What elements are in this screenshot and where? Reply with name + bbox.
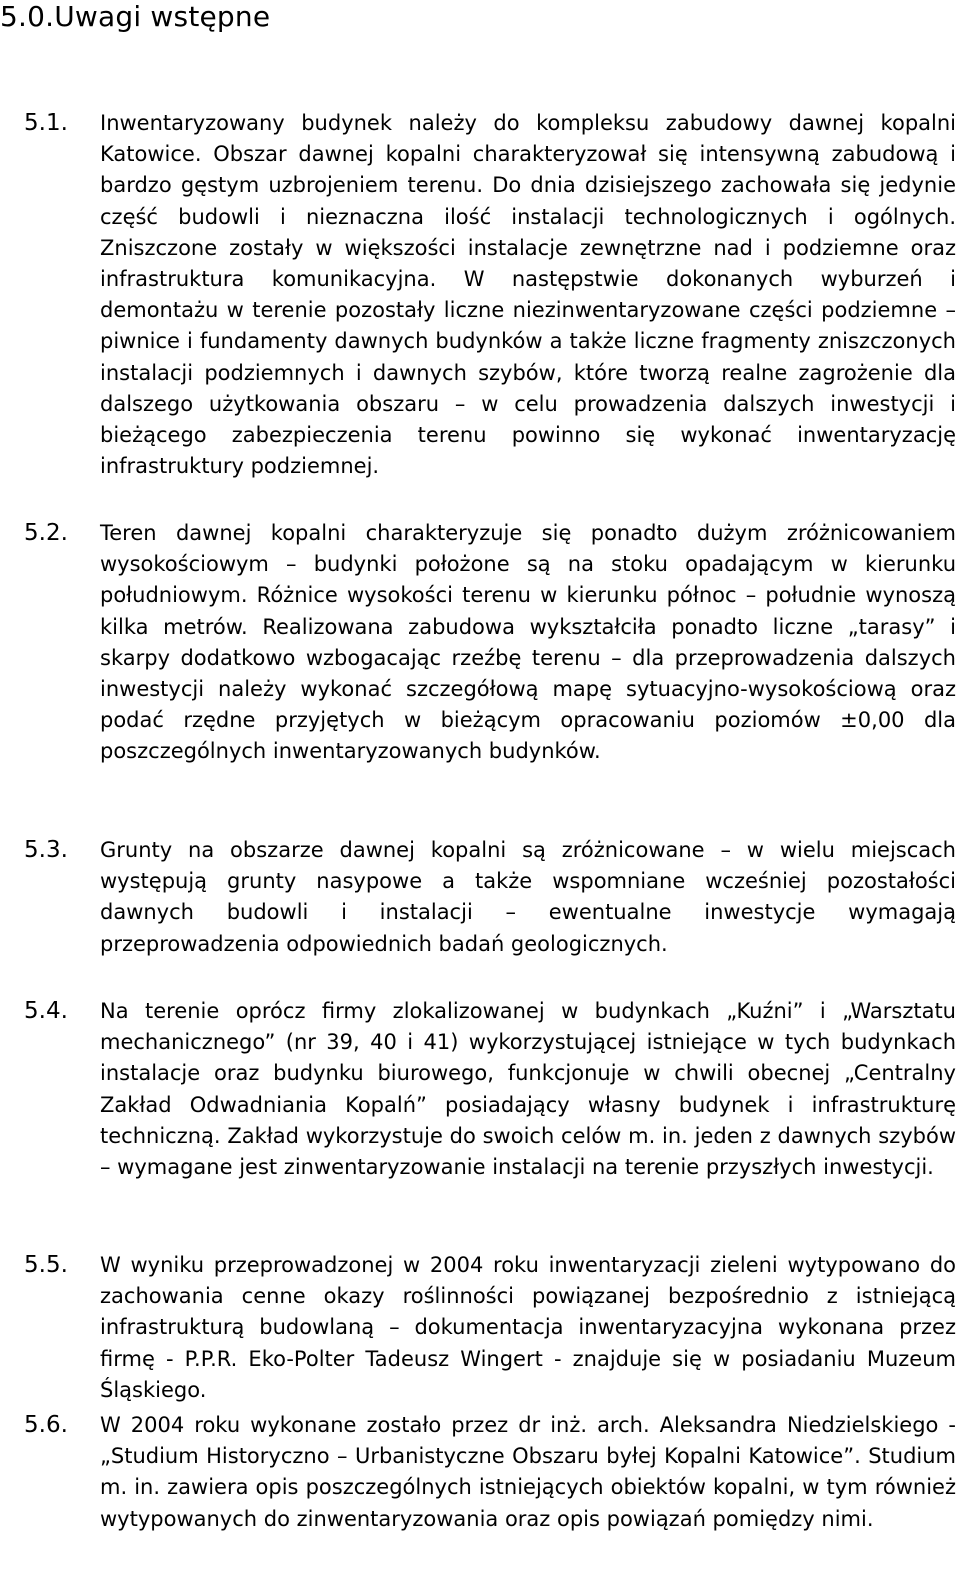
section-heading: 5.0.Uwagi wstępne — [0, 0, 271, 33]
section-item — [0, 835, 960, 960]
section-number: 5.5. — [24, 1252, 68, 1278]
section-item — [0, 1410, 960, 1535]
section-number: 5.6. — [24, 1412, 68, 1438]
section-text: W 2004 roku wykonane zostało przez dr inż. arch. Aleksandra Niedzielskiego - „Studium Historyczno – Urbanistyczne Obszaru byłej Kopalni Katowice”. Studium m. in. zawiera opis poszczególnych istniejących obiektów kopalni, w tym również wytypowanych do zinwentaryzowania oraz opis powiązań pomiędzy nimi. — [100, 1413, 956, 1531]
section-item — [0, 996, 960, 1183]
section-text: Inwentaryzowany budynek należy do kompleksu zabudowy dawnej kopalni Katowice. Obszar dawnej kopalni charakteryzował się intensywną zabudową i bardzo gęstym uzbrojeniem terenu. Do dnia dzisiejszego zachowała się jedynie część budowli i nieznaczna ilość instalacji technologicznych i ogólnych. Zniszczone zostały w większości instalacje zewnętrzne nad i podziemne oraz infrastruktura komunikacyjna. W następstwie dokonanych wyburzeń i demontażu w terenie pozostały liczne niezinwentaryzowane części podziemne – piwnice i fundamenty dawnych budynków a także liczne fragmenty zniszczonych instalacji podziemnych i dawnych szybów, które tworzą realne zagrożenie dla dalszego użytkowania obszaru – w celu prowadzenia dalszych inwestycji i bieżącego zabezpieczenia terenu powinno się wykonać inwentaryzację infrastruktury podziemnej. — [100, 111, 956, 479]
section-item — [0, 108, 960, 482]
section-item — [0, 518, 960, 768]
section-number: 5.3. — [24, 837, 68, 863]
section-text: W wyniku przeprowadzonej w 2004 roku inwentaryzacji zieleni wytypowano do zachowania cenne okazy roślinności powiązanej bezpośrednio z istniejącą infrastrukturą budowlaną – dokumentacja inwentaryzacyjna wykonana przez firmę - P.P.R. Eko-Polter Tadeusz Wingert - znajduje się w posiadaniu Muzeum Śląskiego. — [100, 1253, 956, 1402]
section-text: Na terenie oprócz firmy zlokalizowanej w budynkach „Kuźni” i „Warsztatu mechanicznego” (nr 39, 40 i 41) wykorzystującej istniejące w tych budynkach instalacje oraz budynku biurowego, funkcjonuje w chwili obecnej „Centralny Zakład Odwadniania Kopalń” posiadający własny budynek i infrastrukturę techniczną. Zakład wykorzystuje do swoich celów m. in. jeden z dawnych szybów – wymagane jest zinwentaryzowanie instalacji na terenie przyszłych inwestycji. — [100, 999, 956, 1180]
section-number: 5.4. — [24, 998, 68, 1024]
section-item — [0, 1250, 960, 1406]
section-text: Teren dawnej kopalni charakteryzuje się ponadto dużym zróżnicowaniem wysokościowym – budynki położone są na stoku opadającym w kierunku południowym. Różnice wysokości terenu w kierunku północ – południe wynoszą kilka metrów. Realizowana zabudowa wykształciła ponadto liczne „tarasy” i skarpy dodatkowo wzbogacając rzeźbę terenu – dla przeprowadzenia dalszych inwestycji należy wykonać szczegółową mapę sytuacyjno-wysokościową oraz podać rzędne przyjętych w bieżącym opracowaniu poziomów ±0,00 dla poszczególnych inwentaryzowanych budynków. — [100, 521, 956, 764]
section-number: 5.1. — [24, 110, 68, 136]
section-number: 5.2. — [24, 520, 68, 546]
section-text: Grunty na obszarze dawnej kopalni są zróżnicowane – w wielu miejscach występują grunty nasypowe a także wspomniane wcześniej pozostałości dawnych budowli i instalacji – ewentualne inwestycje wymagają przeprowadzenia odpowiednich badań geologicznych. — [100, 838, 956, 956]
